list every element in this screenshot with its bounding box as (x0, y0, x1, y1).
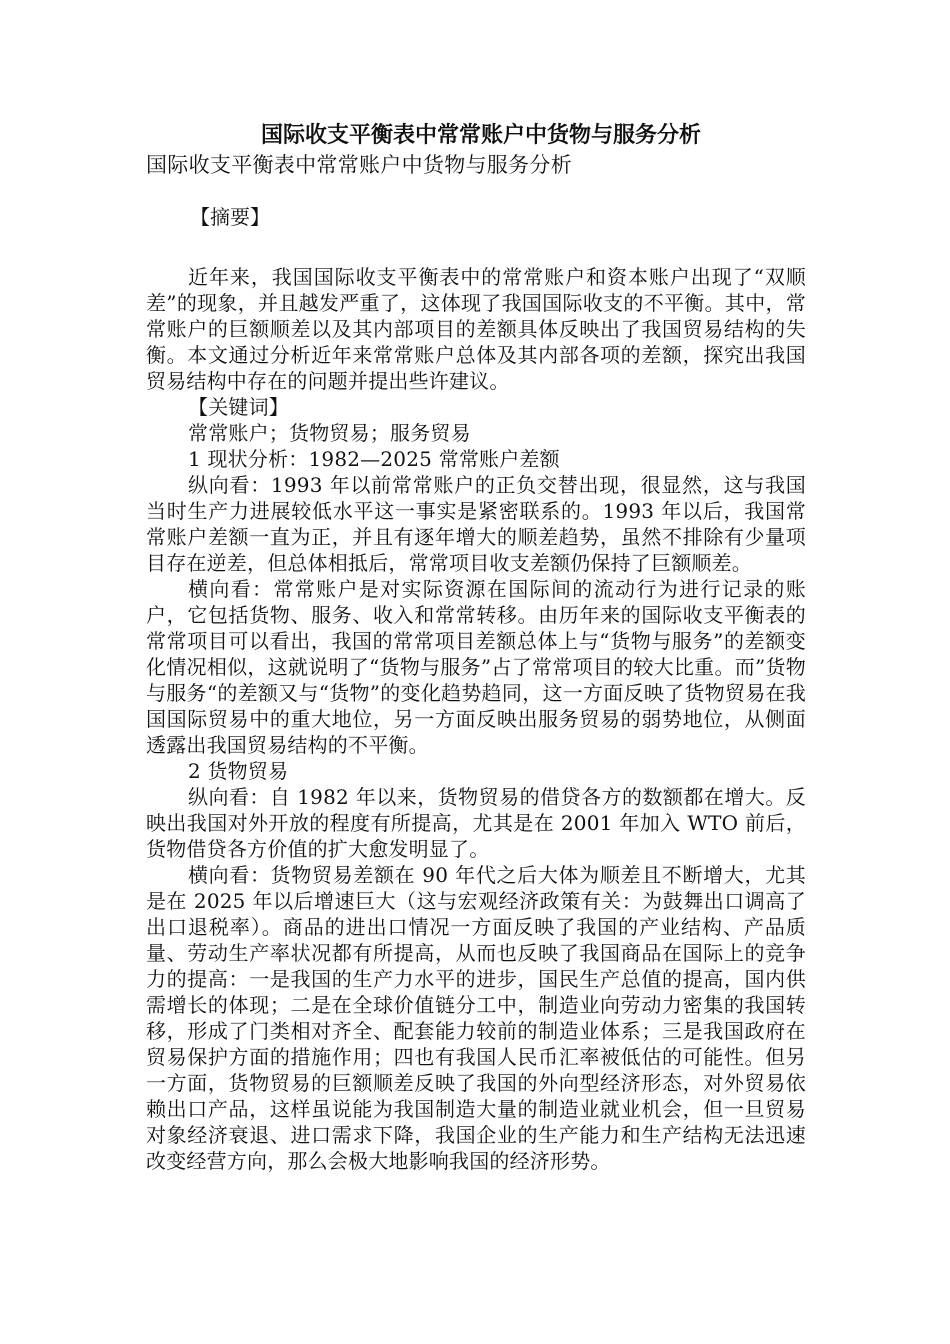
section-1-paragraph-2: 横向看：常常账户是对实际资源在国际间的流动行为进行记录的账户，它包括货物、服务、收入和常常转移。由历年来的国际收支平衡表的常常项目可以看出，我国的常常项目差额总体上与“货物与服务”的差额变化情况相似，这就说明了“货物与服务”占了常常项目的较大比重。而”货物与服务“的差额又与“货物”的变化趋势趋同，这一方面反映了货物贸易在我国国际贸易中的重大地位，另一方面反映出服务贸易的弱势地位，从侧面透露出我国贸易结构的不平衡。 (146, 577, 806, 757)
keywords-label: 【关键词】 (188, 395, 289, 419)
section-2-paragraph-1: 纵向看：自 1982 年以来，货物贸易的借贷各方的数额都在增大。反映出我国对外开放的程度有所提高，尤其是在 2001 年加入 WTO 前后，货物借贷各方价值的扩大愈发明显了。 (146, 785, 806, 861)
abstract-label: 【摘要】 (190, 205, 270, 229)
document-page (146, 120, 806, 1174)
document-subtitle: 国际收支平衡表中常常账户中货物与服务分析 (146, 153, 572, 177)
document-title: 国际收支平衡表中常常账户中货物与服务分析 (260, 123, 701, 148)
section-1-heading: 1 现状分析：1982—2025 常常账户差额 (188, 447, 560, 471)
abstract-paragraph: 近年来，我国国际收支平衡表中的常常账户和资本账户出现了“双顺差”的现象，并且越发严重了，这体现了我国国际收支的不平衡。其中，常常账户的巨额顺差以及其内部项目的差额具体反映出了我国贸易结构的失衡。本文通过分析近年来常常账户总体及其内部各项的差额，探究出我国贸易结构中存在的问题并提出些许建议。 (146, 265, 806, 393)
section-2-heading: 2 货物贸易 (188, 759, 289, 783)
keywords-text: 常常账户；货物贸易；服务贸易 (188, 421, 471, 445)
section-1-paragraph-1: 纵向看：1993 年以前常常账户的正负交替出现，很显然，这与我国当时生产力进展较低水平这一事实是紧密联系的。1993 年以后，我国常常账户差额一直为正，并且有逐年增大的顺差趋势，虽然不排除有少量项目存在逆差，但总体相抵后，常常项目收支差额仍保持了巨额顺差。 (146, 473, 806, 575)
section-2-paragraph-2: 横向看：货物贸易差额在 90 年代之后大体为顺差且不断增大，尤其是在 2025 年以后增速巨大（这与宏观经济政策有关：为鼓舞出口调高了出口退税率）。商品的进出口情况一方面反映了我国的产业结构、产品质量、劳动生产率状况都有所提高，从而也反映了我国商品在国际上的竞争力的提高：一是我国的生产力水平的进步，国民生产总值的提高，国内供需增长的体现；二是在全球价值链分工中，制造业向劳动力密集的我国转移，形成了门类相对齐全、配套能力较前的制造业体系；三是我国政府在贸易保护方面的措施作用；四也有我国人民币汇率被低估的可能性。但另一方面，货物贸易的巨额顺差反映了我国的外向型经济形态，对外贸易依赖出口产品，这样虽说能为我国制造大量的制造业就业机会，但一旦贸易对象经济衰退、进口需求下降，我国企业的生产能力和生产结构无法迅速改变经营方向，那么会极大地影响我国的经济形势。 (146, 863, 806, 1173)
